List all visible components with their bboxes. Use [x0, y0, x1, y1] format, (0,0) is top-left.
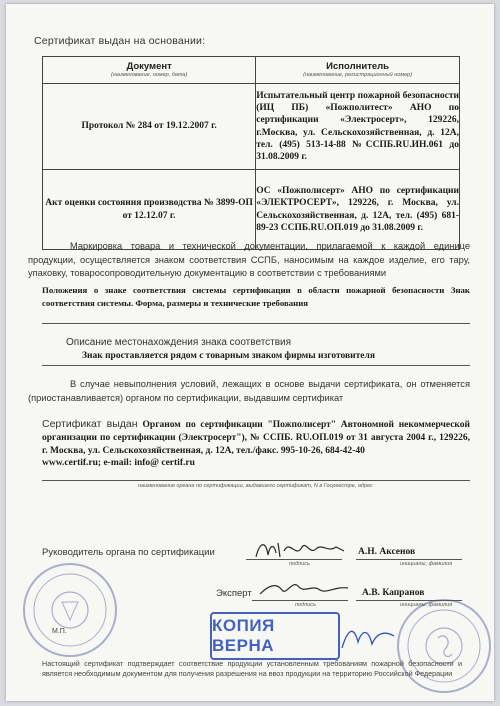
document-cell: Акт оценки состояния производства № 3899-ОП от 12.12.07 г.	[43, 170, 256, 250]
copy-verified-stamp: КОПИЯ ВЕРНА	[210, 612, 340, 660]
expert-label: Эксперт	[216, 588, 252, 599]
mark-location-underline	[42, 365, 470, 366]
column-document-hint: (наименование, номер, дата)	[110, 71, 188, 78]
executor-cell: Испытательный центр пожарной безопасности (ИЦ ПБ) «Пожполитест» АНО по сертификации «Электросерт», 129226, г.Москва, ул. Сельскохозяйственная, д. 12А, тел. (495) 513-14-88 №ССПБ.RU.ИН.061 до 31.08.2009 г.	[256, 84, 460, 170]
mp-label: М.П.	[52, 628, 67, 635]
expert-signature-hint: подпись	[295, 602, 316, 608]
head-label: Руководитель органа по сертификации	[42, 547, 215, 558]
marking-paragraph: Маркировка товара и технической документации, прилагаемой к каждой единице продукции, осуществляется знаком соответствия ССПБ, наносимым на каждое изделие, его тару, упаковку, товаросопроводительную документацию в соответствии с требованиями	[28, 241, 470, 278]
column-executor	[256, 57, 460, 84]
table-row	[43, 170, 460, 250]
issued-by-prefix: Сертификат выдан	[42, 418, 138, 430]
issued-by-hint: наименование органа по сертификации, выдавшего сертификат, N в Госреестре, адрес	[138, 483, 373, 489]
expert-signature	[256, 576, 352, 602]
column-document-title: Документ	[126, 60, 172, 72]
round-seal-left	[22, 562, 118, 658]
column-executor-title: Исполнитель	[326, 60, 390, 72]
certificate-page	[6, 4, 494, 701]
expert-initials-hint: инициалы, фамилия	[400, 602, 453, 608]
head-name-line	[356, 559, 462, 560]
revocation-paragraph: В случае невыполнения условий, лежащих в основе выдачи сертификата, он отменяется (приостанавливается) органом по сертификации, выдавшим сертификат	[28, 379, 470, 403]
round-seal-right	[396, 598, 492, 694]
table-row	[43, 84, 460, 170]
issued-by-block	[42, 418, 470, 470]
expert-name-line	[356, 600, 462, 601]
document-cell: Протокол № 284 от 19.12.2007 г.	[43, 84, 256, 170]
mark-location: Знак проставляется рядом с товарным знаком фирмы изготовителя	[82, 351, 375, 361]
basis-title: Сертификат выдан на основании:	[34, 35, 206, 47]
column-executor-hint: (наименование, регистрационный номер)	[303, 71, 413, 78]
web-contacts: www.certif.ru; e-mail: info@ certif.ru	[42, 458, 195, 469]
issued-by-body: Органом по сертификации "Пожполисерт" Автономной некоммерческой организации по сертификации (Электросерт"), № ССПБ. RU.ОП.019 от 31 августа 2004 г., 129226, г. Москва, ул. Сельскохозяйственная, д. 12А, тел./факс. 995-10-26, 684-42-40	[42, 420, 470, 456]
regulation-underline	[42, 323, 470, 324]
location-heading: Описание местонахождения знака соответствия	[66, 337, 292, 348]
column-document	[43, 57, 256, 84]
head-signature-hint: подпись	[289, 561, 310, 567]
basis-table	[42, 56, 460, 250]
executor-cell: ОС «Пожполисерт» АНО по сертификации «ЭЛЕКТРОСЕРТ», 129226, г. Москва, ул. Сельскохозяйственная, д. 12А, тел. (495) 681-89-23 ССПБ.RU.ОП.019 до 31.08.2009 г.	[256, 170, 460, 250]
expert-name: А.В. Капранов	[362, 588, 425, 598]
head-signature	[250, 537, 350, 563]
regulation-paragraph: Положения о знаке соответствия системы сертификации в области пожарной безопасности Знак соответствия системы. Форма, размеры и технические требования	[42, 285, 470, 308]
head-name: А.Н. Аксенов	[358, 547, 416, 557]
issued-by-underline	[42, 480, 470, 481]
head-initials-hint: инициалы, фамилия	[400, 561, 453, 567]
stamp-signature	[338, 620, 398, 654]
footer-note: Настоящий сертификат подтверждает соответствие продукции установленным требованиям пожарной безопасности и является необходимым документом для получения разрешения на ввоз продукции на территорию Российской Федерации	[42, 659, 462, 678]
